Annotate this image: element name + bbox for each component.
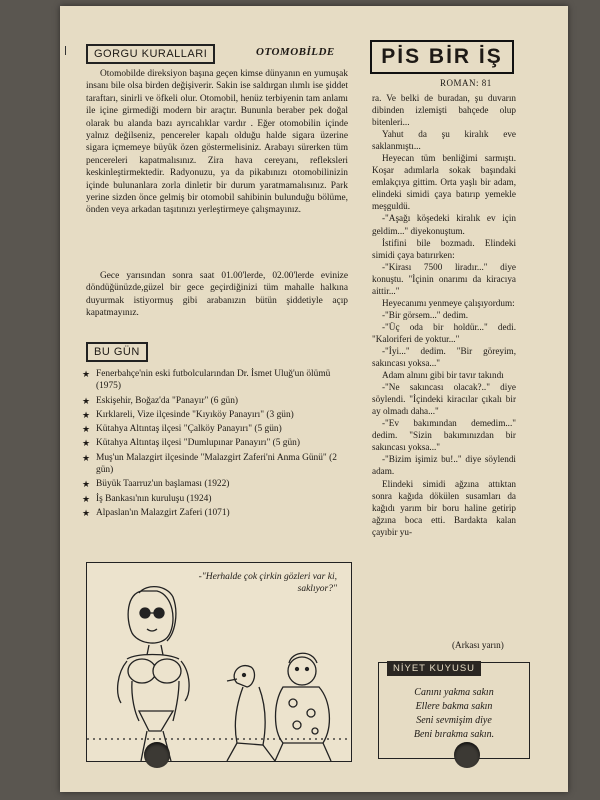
event-item: ★ Eskişehir, Boğaz'da "Panayır" (6 gün) (82, 395, 239, 406)
star-icon: ★ (82, 409, 91, 420)
event-item: ★ İş Bankası'nın kuruluşu (1924) (82, 493, 212, 504)
story-paragraph: İstifini bile bozmadı. Elindeki simidi çaya batırırken: (372, 237, 516, 260)
story-paragraph: -"İyi..." dedim. "Bir göreyim, sakıncası yoksa..." (372, 345, 516, 369)
poem-line: Beni bırakma sakın. (413, 729, 495, 740)
poem-line: Canını yakma sakın (414, 687, 494, 698)
event-item: ★ Muş'un Malazgirt ilçesinde "Malazgirt Zaferi'ni Anma Günü" (2 gün) (82, 452, 337, 476)
star-icon: ★ (82, 479, 91, 490)
star-icon: ★ (82, 493, 91, 504)
event-item: ★ Kütahya Altıntaş ilçesi "Dumlupınar Panayırı" (5 gün) (82, 438, 300, 449)
bugun-header: BU GÜN (86, 342, 148, 362)
story-paragraph: ra. Ve belki de buradan, şu duvarın dibinden izlemişti bahçede olup bitenleri... (372, 93, 516, 128)
star-icon: ★ (82, 438, 91, 449)
niyet-kuyusu-box (378, 662, 530, 759)
continued-note: (Arkası yarın) (452, 640, 504, 650)
story-paragraph: -"Bizim işimiz bu!.." diye söylendi adam. (372, 454, 516, 477)
poem-line: Seni sevmişim diye (416, 715, 492, 726)
story-paragraph: -"Ev bakımından demedim..." dedim. "Sizin bakımınızdan bir sakıncası yoksa..." (372, 418, 516, 453)
story-paragraph: Elindeki simidi ağzına attıktan sonra kağıda dökülen susamları da kağıdı yarım bir boru haline getirip ağzına boca etti. Bardakta kalan çayıbir yu- (372, 478, 516, 537)
niyet-kuyusu-header: NİYET KUYUSU (387, 661, 481, 676)
story-paragraph: -"Aşağı köşedeki kiralık ev için geldim..." diyekonuştum. (372, 213, 516, 236)
newspaper-page (60, 6, 568, 792)
bugun-event-list (82, 368, 352, 521)
gorgu-header: GORGU KURALLARI (86, 44, 215, 64)
story-body (372, 92, 516, 538)
story-paragraph: -"Bir görsem..." dedim. (382, 309, 469, 320)
star-icon: ★ (82, 452, 91, 463)
cartoon-caption: -"Herhalde çok çirkin gözleri var ki, saklıyor?" (198, 572, 337, 594)
punch-hole (144, 742, 170, 768)
punch-hole (454, 742, 480, 768)
star-icon: ★ (82, 424, 91, 435)
star-icon: ★ (82, 369, 91, 379)
star-icon: ★ (82, 507, 91, 518)
story-title: PİS BİR İŞ (370, 40, 514, 74)
gorgu-subtitle: OTOMOBİLDE (256, 46, 335, 58)
story-paragraph: -"Üç oda bir holdür..." dedi. "Kaloriferi de yoktur..." (372, 321, 516, 344)
cartoon-panel (86, 562, 352, 762)
story-paragraph: Heyecanımı yenmeye çalışıyordum: (382, 297, 515, 308)
gorgu-paragraph-1: Otomobilde direksiyon başına geçen kimse dünyanın en yumuşak insanı bile olsa birden değişiverir. Sakin ise saldırgan ılımlı ise şiddet taraftarı, sinirli ve öfkeli olur. Otomobil, henüz terbiyenin tam anlamı ile içine girmediği modern bir araçtır. Bununla beraber pek doğal olarak bu alanda bazı ayrıcalıklar vardır . Eğer otomobilin içinde yalnız değilseniz, pencereler kapalı olduğu halde sigara üzerine sigara içmemeye büyük özen göstermelisiniz. Arabayı sürerken tüm pencereleri kapatmalısınız. Zira hava cereyanı, refleksleri keskinleştirmektedir. Radyonuzu, ya da pikabınızı otomobilinizin içinde bulunanlara zorla dinletir bir durum yaratmamalısınız. Park yerine sizden önce gelmiş bir otomobil sahibinin bulunduğu bölüme, önden veya arkadan taşıtınızı yerleştirmeye çalışmayınız. (86, 69, 348, 216)
event-item: ★ Alpaslan'ın Malazgirt Zaferi (1071) (82, 507, 230, 518)
event-item: ★ Kırklareli, Vize ilçesinde "Kıyıköy Panayırı" (3 gün) (82, 409, 294, 420)
event-item: ★ Fenerbahçe'nin eski futbolcularından Dr. İsmet Uluğ'un ölümü (1975) (82, 369, 331, 392)
story-paragraph: -"Kirası 7500 liradır..." diye konuştu. "İçinin onarımı da kiracıya aittir..." (372, 261, 516, 296)
story-paragraph: Heyecan tüm benliğimi sarmıştı. Koşar adımlarla sokak başındaki emlakçıya gittim. Orta yaşlı bir adam, elindeki simidi çaya batırıp yemekle meşguldü. (372, 153, 516, 212)
margin-mark (65, 46, 66, 55)
poem-line: Ellere bakma sakın (415, 701, 493, 712)
story-paragraph: Adam alnını gibi bir tavır takındı (382, 370, 504, 381)
story-paragraph: Yahut da şu kiralık eve saklanmıştı... (372, 129, 516, 152)
roman-number: ROMAN: 81 (440, 78, 492, 88)
story-paragraph: -"Ne sakıncası olacak?.." diye söylendi. "İçindeki kiracılar çıkalı bir ay olmadı daha..." (372, 382, 516, 417)
event-item: ★ Büyük Taarruz'un başlaması (1922) (82, 479, 230, 490)
star-icon: ★ (82, 395, 91, 406)
gorgu-paragraph-2: Gece yarısından sonra saat 01.00'lerde, 02.00'lerde evinize döndüğünüzde,güzel bir gece geçirdiğinizi tüm mahalle halkına duyurmak istiyormuş gibi arabanızın bütün şiddetiyle açıp kapatmayınız. (86, 271, 348, 319)
event-item: ★ Kütahya Altıntaş ilçesi "Çalköy Panayırı" (5 gün) (82, 424, 282, 435)
